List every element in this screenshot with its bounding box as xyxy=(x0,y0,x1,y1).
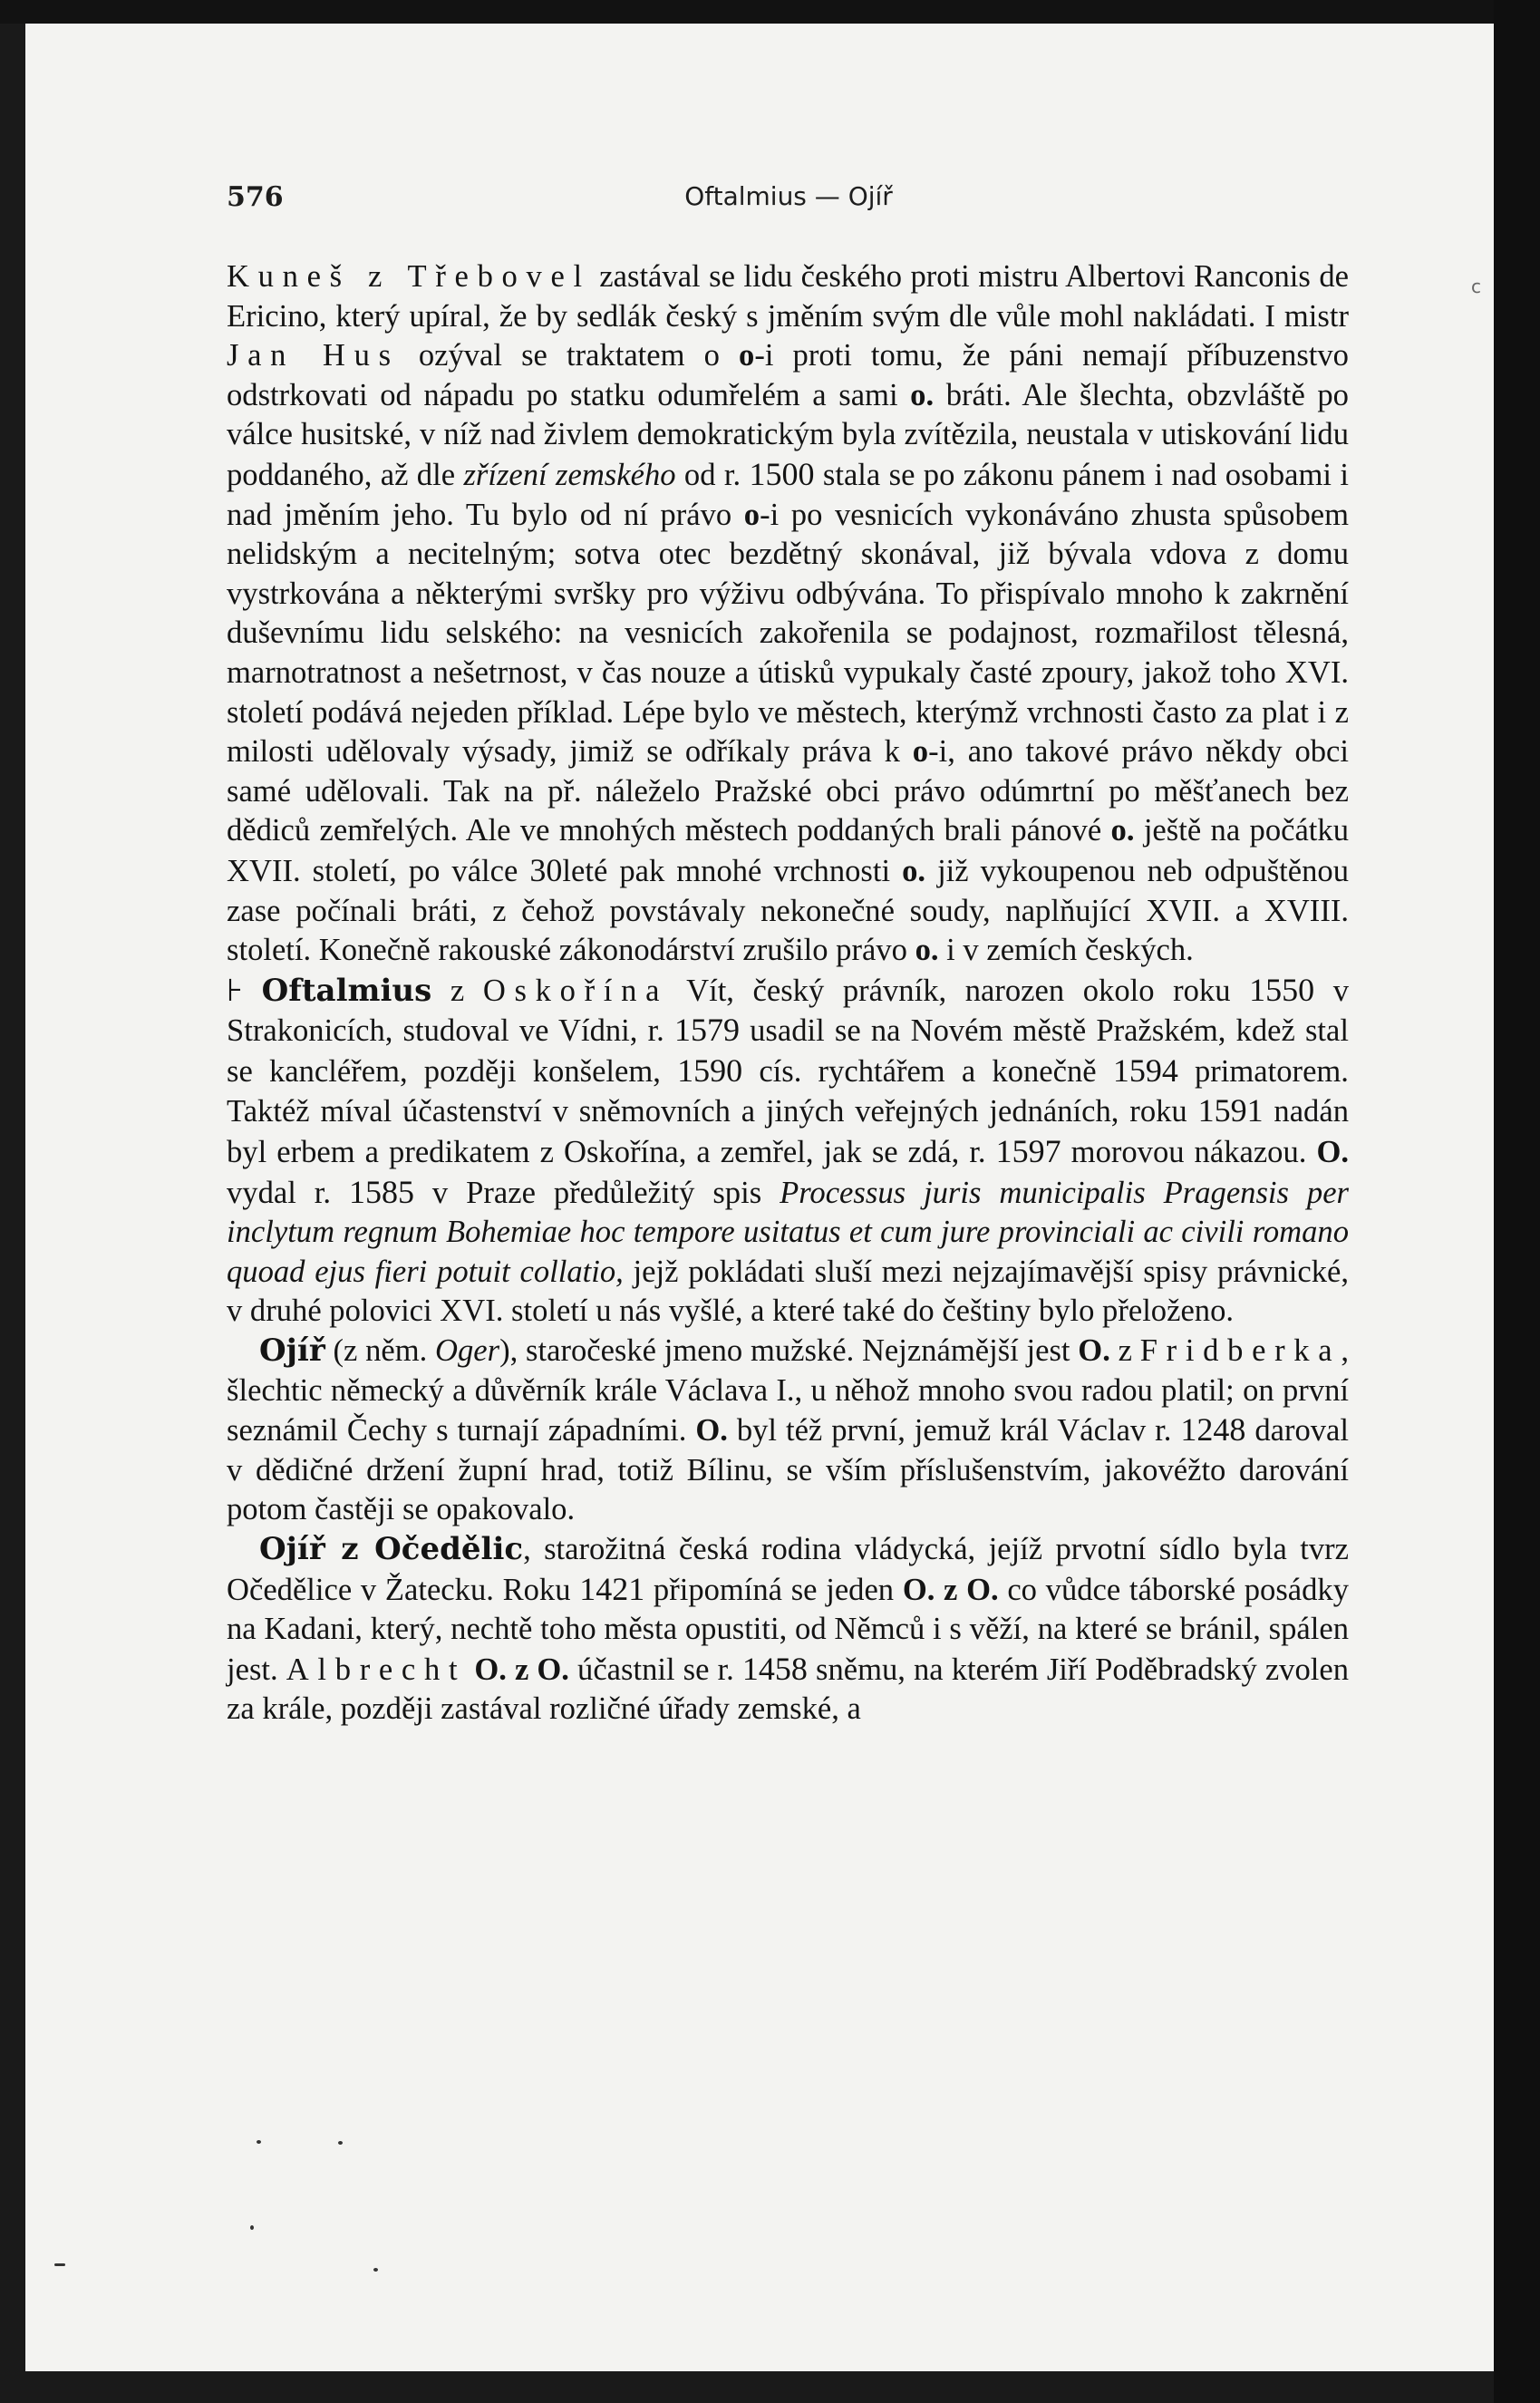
scan-border-top xyxy=(0,0,1540,24)
running-header xyxy=(227,181,1351,218)
scan-speck xyxy=(373,2268,378,2272)
entry-ojir: Ojíř (z něm. Oger), staročeské jmeno mužské. Nejznámější jest O. z Fridberka, šlechtic německý a důvěrník krále Václava I., u něhož mnoho svou radou platil; on první seznámil Čechy s turnají západními. O. byl též první, jemuž král Václav r. 1248 daroval v dědičné držení župní hrad, totiž Bílinu, se vším příslušenstvím, jakovéžto darování potom častěji se opakovalo. xyxy=(227,1332,1349,1527)
scan-speck xyxy=(54,2263,65,2266)
headword: Ojíř z Očedělic xyxy=(259,1531,524,1567)
paragraph-kunes: Kuneš z Třebovel zastával se lidu českého proti mistru Albertovi Ranconis de Ericino, který upíral, že by sedlák český s jměním svým dle vůle mohl nakládati. I mistr Jan Hus ozýval se traktatem o o-i proti tomu, že páni nemají příbuzenstvo odstrkovati od nápadu po statku odumřelém a sami o. bráti. Ale šlechta, obzvláště po válce husitské, v níž nad živlem demokratickým byla zvítězila, neustala v utiskování lidu poddaného, až dle zřízení zemského od r. 1500 stala se po zákonu pánem i nad osobami i nad jměním jeho. Tu bylo od ní právo o-i po vesnicích vykonáváno zhusta spůsobem nelidským a necitelným; sotva otec bezdětný skonával, již bývala vdova z domu vystrkována a některými svršky pro výživu odbývána. To přispívalo mnoho k zakrnění duševnímu lidu selského: na vesnicích zakořenila se podajnost, rozmařilost tělesná, marnotratnost a nešetrnost, v čas nouze a útisků vypukaly časté zpoury, jakož toho XVI. století podává nejeden příklad. Lépe bylo ve městech, kterýmž vrchnosti často za plat i z milosti udělovaly výsady, jimiž se odříkaly práva k o-i, ano takové právo někdy obci samé udělovali. Tak na př. náleželo Pražské obci právo odúmrtní po měšťanech bez dědiců zemřelých. Ale ve mnohých městech poddaných brali pánové o. ještě na počátku XVII. století, po válce 30leté pak mnohé vrchnosti o. již vykoupenou neb odpuštěnou zase počínali bráti, z čehož povstávaly nekonečné soudy, naplňující XVII. a XVIII. století. Konečně rakouské zákonodárství zrušilo právo o. i v zemích českých. xyxy=(227,259,1349,968)
scan-speck xyxy=(250,2225,254,2230)
margin-tick: ⊦ xyxy=(227,973,243,1008)
entry-oftalmius: ⊦ Oftalmius z Oskořína Vít, český právník, narozen okolo roku 1550 v Strakonicích, studoval ve Vídni, r. 1579 usadil se na Novém městě Pražském, kdež stal se kancléřem, později konšelem, 1590 cís. rychtářem a konečně 1594 primatorem. Taktéž míval účastenství v sněmovních a jiných veřejných jednáních, roku 1591 nadán byl erbem a predikatem z Oskořína, a zemřel, jak se zdá, r. 1597 morovou nákazou. O. vydal r. 1585 v Praze předůležitý spis Processus juris municipalis Pragensis per inclytum regnum Bohemiae hoc tempore usitatus et cum jure provinciali ac civili romano quoad ejus fieri potuit collatio, jejž pokládati sluší mezi nejzajímavější spisy právnické, v druhé polovici XVI. století u nás vyšlé, a které také do češtiny bylo přeloženo. xyxy=(227,971,1350,1329)
person-name: Kuneš z Třebovel xyxy=(227,259,591,294)
scan-speck xyxy=(257,2140,261,2144)
italic-title: Processus juris municipalis Pragensis per inclytum regnum Bohemiae hoc tempore usitatus et cum jure provinciali ac civili romano quoad ejus fieri potuit collatio, xyxy=(227,1175,1350,1289)
italic-term: zřízení zemského xyxy=(463,457,676,492)
scan-border-right xyxy=(1494,0,1540,2403)
running-title: Oftalmius — Ojíř xyxy=(684,181,893,211)
person-name: Jan Hus xyxy=(227,338,400,373)
person-name: Fridberka xyxy=(1139,1333,1341,1369)
entry-ojir-z-ocedelic: Ojíř z Očedělic, starožitná česká rodina vládycká, jejíž prvotní sídlo byla tvrz Očedělice v Žatecku. Roku 1421 připomíná se jeden O. z O. co vůdce táborské posádky na Kadani, který, nechtě toho města opustiti, od Němců i s věží, na které se bránil, spálen jest. Albrecht O. z O. účastnil se r. 1458 sněmu, na kterém Jiří Poděbradský zvolen za krále, později zastával rozličné úřady zemské, a xyxy=(227,1531,1349,1727)
person-name: Oskořína xyxy=(482,973,669,1008)
page-body xyxy=(227,257,1349,1730)
headword: Ojíř xyxy=(259,1332,325,1370)
scan-speck xyxy=(338,2141,343,2145)
margin-mark: c xyxy=(1471,276,1481,297)
person-name: Albrecht xyxy=(286,1652,467,1687)
page-number: 576 xyxy=(227,181,284,213)
headword: Oftalmius xyxy=(261,972,432,1009)
